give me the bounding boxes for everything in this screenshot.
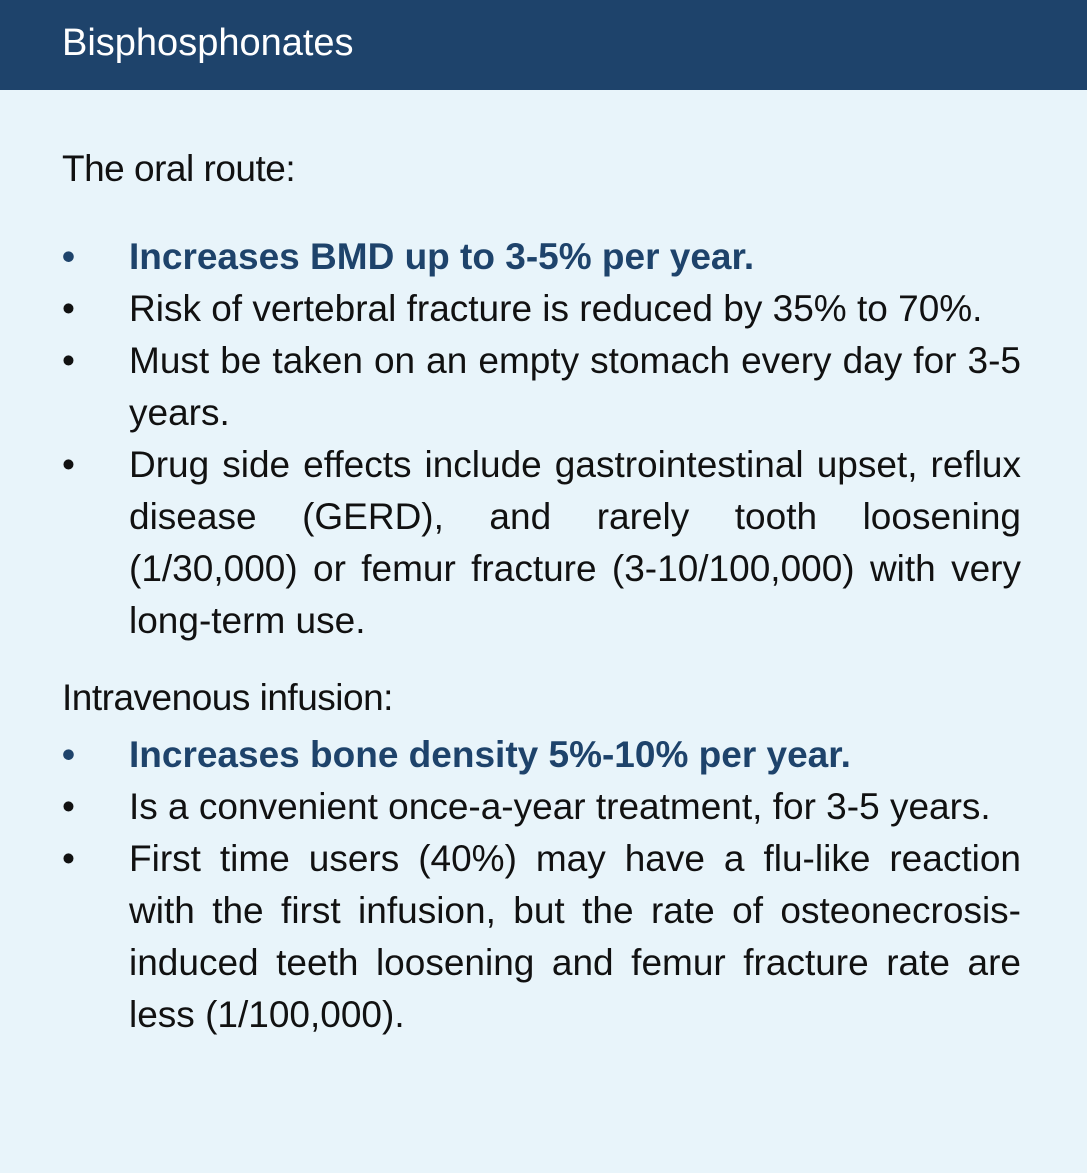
list-item-text: Is a convenient once-a-year treatment, for 3-5 years. [129, 786, 991, 827]
bullet-icon: • [62, 236, 75, 277]
list-item [62, 439, 1021, 647]
section-oral-route [62, 90, 1021, 647]
content-area [0, 90, 1087, 1041]
list-item [62, 729, 1021, 781]
list-item-text: Increases BMD up to 3-5% per year. [129, 236, 755, 277]
list-item-text: First time users (40%) may have a flu-like reaction with the first infusion, but the rate of osteonecrosis-induced teeth loosening and femur fracture rate are less (1/100,000). [129, 838, 1021, 1035]
bullet-icon: • [62, 340, 75, 381]
section-heading-intravenous-infusion: Intravenous infusion: [62, 677, 393, 718]
list-item-text: Drug side effects include gastrointestinal upset, reflux disease (GERD), and rarely tooth loosening (1/30,000) or femur fracture (3-10/100,000) with very long-term use. [129, 444, 1021, 641]
list-item [62, 283, 1021, 335]
bullet-icon: • [62, 838, 75, 879]
bullet-icon: • [62, 734, 75, 775]
bullet-list-intravenous-infusion [62, 729, 1021, 1041]
list-item [62, 781, 1021, 833]
list-item [62, 833, 1021, 1041]
list-item-text: Must be taken on an empty stomach every day for 3-5 years. [129, 340, 1021, 433]
list-item-text: Increases bone density 5%-10% per year. [129, 734, 851, 775]
list-item [62, 335, 1021, 439]
section-intravenous-infusion [62, 672, 1021, 1041]
bullet-icon: • [62, 444, 75, 485]
bullet-icon: • [62, 786, 75, 827]
list-item-text: Risk of vertebral fracture is reduced by 35% to 70%. [129, 288, 983, 329]
section-heading-oral-route: The oral route: [62, 148, 296, 189]
bullet-icon: • [62, 288, 75, 329]
header-bar [0, 0, 1087, 90]
list-item [62, 231, 1021, 283]
bullet-list-oral-route [62, 231, 1021, 647]
page-title: Bisphosphonates [62, 22, 354, 64]
